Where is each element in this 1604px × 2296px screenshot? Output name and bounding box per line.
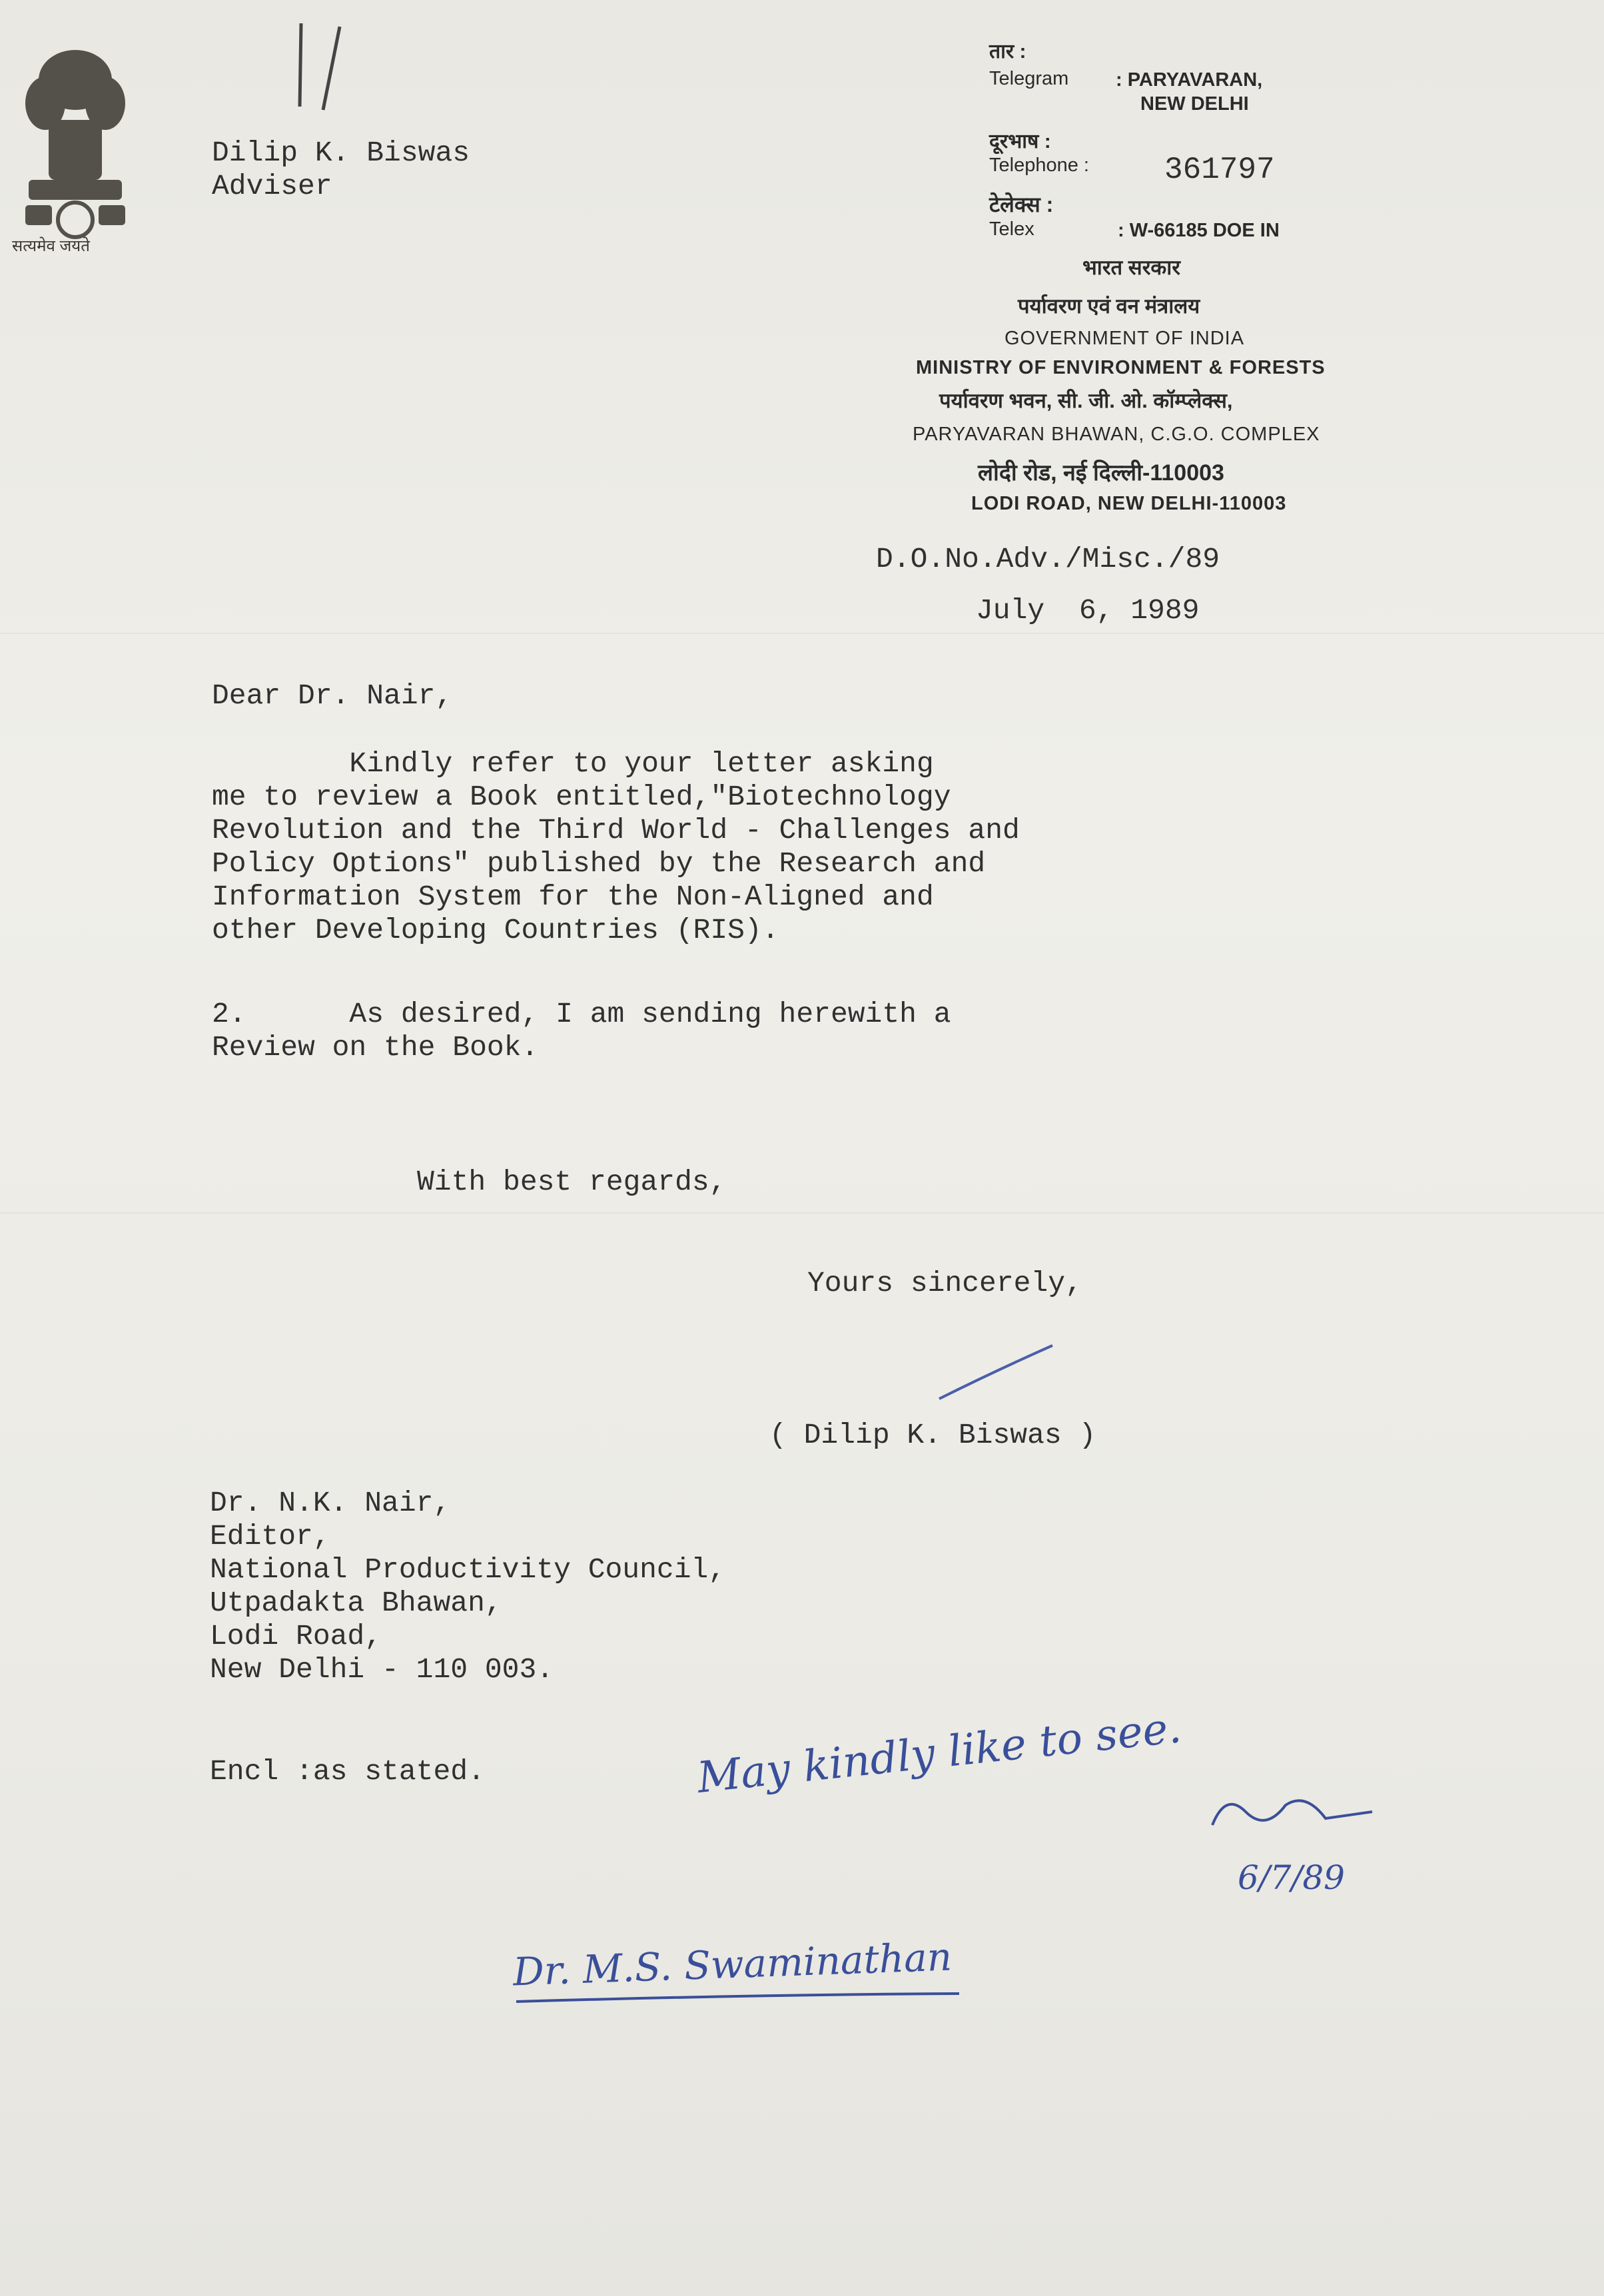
salutation: Dear Dr. Nair, — [212, 679, 453, 712]
initials-scribble-icon — [1206, 1785, 1392, 1838]
paragraph-line: me to review a Book entitled,"Biotechnology — [212, 781, 951, 813]
telephone-label: Telephone : — [989, 155, 1089, 176]
office-hindi-road: लोदी रोड, नई दिल्ली-110003 — [978, 460, 1224, 486]
address-line: New Delhi - 110 003. — [210, 1653, 554, 1686]
handwritten-name: Dr. M.S. Swaminathan — [512, 1934, 953, 1995]
telephone-hindi-label: दूरभाष : — [989, 131, 1051, 153]
signature-mark-icon — [933, 1339, 1066, 1405]
underline-stroke-icon — [513, 1988, 966, 2008]
paper-fold — [0, 633, 1604, 634]
telex-label: Telex — [989, 218, 1034, 240]
signatory-name: ( Dilip K. Biswas ) — [769, 1419, 1096, 1451]
office-hindi-line1: भारत सरकार — [1082, 256, 1180, 279]
office-road: LODI ROAD, NEW DELHI-110003 — [971, 493, 1287, 514]
national-emblem — [12, 40, 139, 253]
telegram-hindi-label: तार : — [989, 41, 1026, 63]
enclosure-note: Encl :as stated. — [210, 1755, 485, 1788]
paragraph-line: Information System for the Non-Aligned and — [212, 881, 934, 913]
office-government: GOVERNMENT OF INDIA — [1004, 328, 1245, 349]
paragraph-2 — [212, 998, 951, 1064]
address-line: Utpadakta Bhawan, — [210, 1587, 502, 1619]
emblem-motto: सत्यमेव जयते — [12, 237, 90, 255]
paper-fold — [0, 1212, 1604, 1214]
regards: With best regards, — [417, 1166, 727, 1198]
telex-hindi-label: टेलेक्स : — [989, 192, 1054, 216]
paragraph-line: Review on the Book. — [212, 1031, 539, 1064]
address-line: Lodi Road, — [210, 1620, 382, 1653]
paragraph-line: other Developing Countries (RIS). — [212, 914, 779, 947]
letter-date: July 6, 1989 — [976, 594, 1200, 627]
paragraph-line: 2. As desired, I am sending herewith a — [212, 998, 951, 1030]
paragraph-line: Kindly refer to your letter asking — [212, 747, 934, 780]
telegram-value-city: NEW DELHI — [1140, 93, 1249, 115]
address-line: Editor, — [210, 1520, 330, 1553]
pen-mark-icon — [293, 20, 353, 113]
address-line: Dr. N.K. Nair, — [210, 1487, 451, 1519]
paragraph-line: Policy Options" published by the Research and — [212, 847, 986, 880]
handwritten-date: 6/7/89 — [1238, 1858, 1345, 1897]
recipient-address — [210, 1487, 725, 1687]
address-line: National Productivity Council, — [210, 1553, 726, 1586]
closing: Yours sincerely, — [807, 1267, 1082, 1300]
sender-title: Adviser — [212, 170, 332, 202]
telegram-label: Telegram — [989, 68, 1069, 89]
handwritten-note: May kindly like to see. — [695, 1703, 1184, 1803]
sender-name: Dilip K. Biswas — [212, 137, 470, 169]
telex-value: : W-66185 DOE IN — [1118, 220, 1280, 241]
office-hindi-address: पर्यावरण भवन, सी. जी. ओ. कॉम्प्लेक्स, — [939, 389, 1233, 412]
reference-number: D.O.No.Adv./Misc./89 — [876, 543, 1220, 575]
office-hindi-line2: पर्यावरण एवं वन मंत्रालय — [1018, 294, 1200, 318]
office-bhawan: PARYAVARAN BHAWAN, C.G.O. COMPLEX — [913, 424, 1320, 445]
telegram-value: : PARYAVARAN, — [1116, 69, 1263, 91]
paragraph-1 — [212, 747, 1020, 947]
telephone-number: 361797 — [1164, 153, 1275, 187]
office-ministry: MINISTRY OF ENVIRONMENT & FORESTS — [916, 357, 1326, 378]
lion-capital-icon — [12, 40, 139, 240]
paragraph-line: Revolution and the Third World - Challenges and — [212, 814, 1020, 847]
